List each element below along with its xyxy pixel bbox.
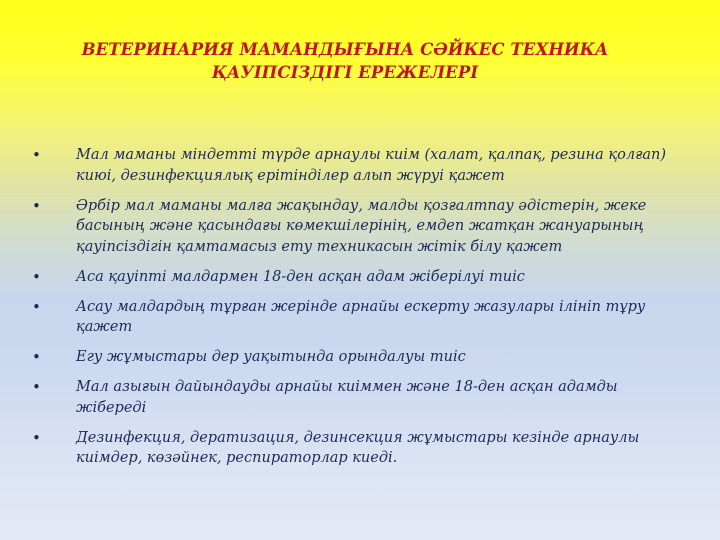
slide-title-line-2: ҚАУІПСІЗДІГІ ЕРЕЖЕЛЕРІ bbox=[211, 63, 479, 82]
list-item-text: Аса қауіпті малдармен 18-ден асқан адам жіберілуі тиіс bbox=[76, 268, 525, 285]
list-item-text: Мал маманы міндетті түрде арнаулы киім (халат, қалпақ, резина қолғап) киюі, дезинфекциялық ерітінділер алып жүруі қажет bbox=[76, 147, 667, 184]
list-item bbox=[30, 267, 680, 288]
list-item bbox=[30, 196, 680, 258]
list-item-text: Егу жұмыстары дер уақытында орындалуы тиіс bbox=[76, 349, 466, 365]
list-item bbox=[30, 377, 680, 418]
list-item-text: Әрбір мал маманы малға жақындау, малды қозғалтпау әдістерін, жеке басының және қасындағы көмекшілерінің, емдеп жатқан жануарының қауіпсіздігін қамтамасыз ету техникасын жітік білу қажет bbox=[76, 197, 647, 255]
list-item-text: Дезинфекция, дератизация, дезинсекция жұмыстары кезінде арнаулы киімдер, көзәйнек, респираторлар киеді. bbox=[76, 429, 640, 466]
list-item bbox=[30, 145, 680, 186]
bullet-icon: • bbox=[32, 297, 41, 316]
list-item bbox=[30, 428, 680, 469]
bullet-icon: • bbox=[32, 146, 41, 164]
list-item bbox=[30, 297, 680, 338]
slide-title bbox=[40, 38, 650, 84]
list-item-text: Мал азығын дайындауды арнайы киіммен және 18-ден асқан адамды жібереді bbox=[76, 379, 618, 416]
bullet-icon: • bbox=[32, 378, 41, 396]
bullet-icon: • bbox=[32, 348, 41, 366]
slide-title-line-1: ВЕТЕРИНАРИЯ МАМАНДЫҒЫНА СӘЙКЕС ТЕХНИКА bbox=[81, 40, 609, 59]
list-item-text: Асау малдардың тұрған жерінде арнайы ескерту жазулары ілініп тұру қажет bbox=[76, 298, 646, 335]
bullet-icon: • bbox=[32, 267, 41, 286]
list-item bbox=[30, 347, 680, 368]
bullet-icon: • bbox=[32, 428, 41, 447]
rules-list bbox=[30, 145, 680, 478]
bullet-icon: • bbox=[32, 196, 41, 215]
